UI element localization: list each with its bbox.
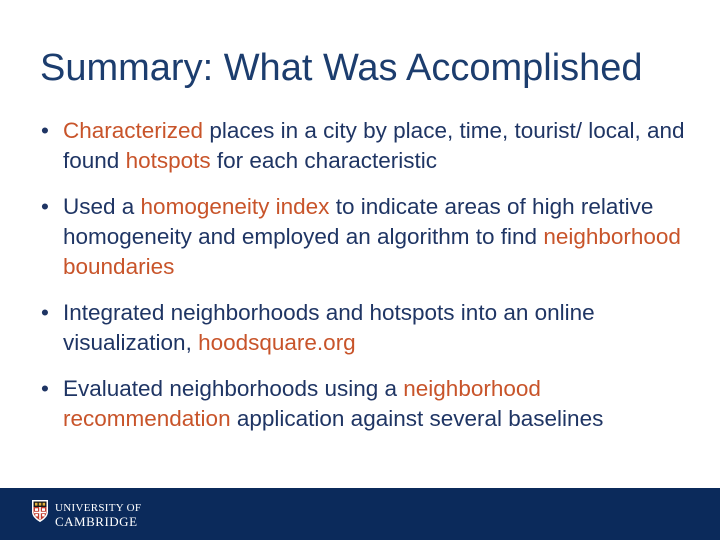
bullet-text: to indicate areas of high relative homogeneity and employed an algorithm to find: [63, 194, 654, 249]
bullet-list: [40, 116, 710, 450]
logo-line-1: UNIVERSITY OF: [55, 502, 142, 514]
bullet-text: places in a city by place, time, tourist/ local, and found: [63, 118, 685, 173]
highlight-link: hoodsquare.org: [198, 330, 356, 355]
highlight-text: homogeneity index: [140, 194, 330, 219]
logo-line-2: CAMBRIDGE: [55, 514, 138, 529]
bullet-item: [40, 298, 710, 358]
bullet-text: for each characteristic: [210, 148, 437, 173]
bullet-item: [40, 192, 710, 282]
bullet-item: [40, 116, 710, 176]
highlight-text: Characterized: [63, 118, 204, 143]
highlight-text: neighborhood recommendation: [63, 376, 541, 431]
bullet-text: Evaluated neighborhoods using a: [63, 376, 404, 401]
bullet-item: [40, 374, 710, 434]
cambridge-crest-icon: [31, 499, 49, 523]
footer-bar: [0, 488, 720, 540]
bullet-text: Integrated neighborhoods and hotspots into an online visualization,: [63, 300, 595, 355]
university-logo-text: [55, 502, 141, 528]
bullet-text: application against several baselines: [230, 406, 604, 431]
highlight-text: neighborhood boundaries: [63, 224, 681, 279]
highlight-text: hotspots: [125, 148, 211, 173]
slide-title: Summary: What Was Accomplished: [40, 47, 643, 89]
bullet-text: Used a: [63, 194, 141, 219]
